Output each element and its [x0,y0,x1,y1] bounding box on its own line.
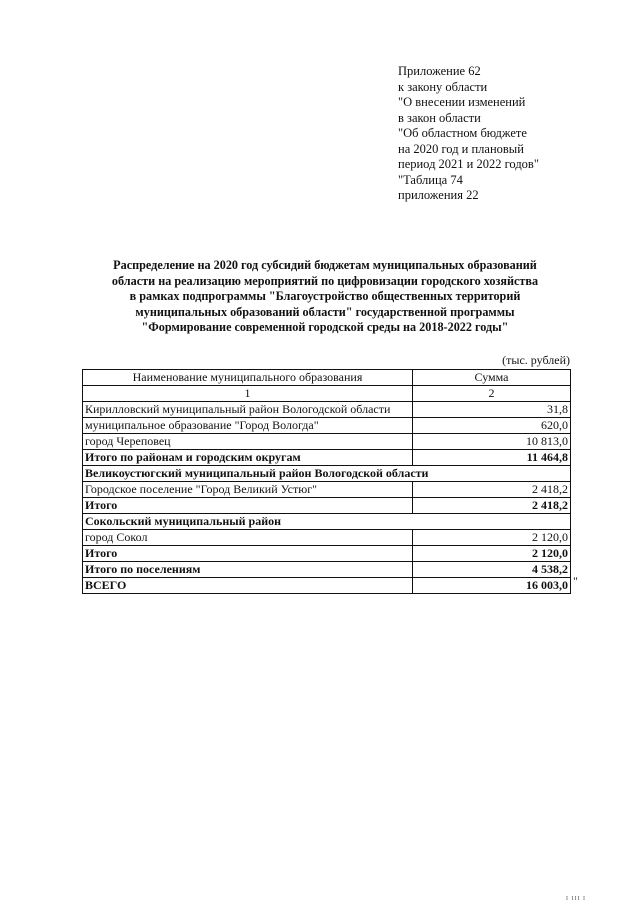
title-line: "Формирование современной городской среды на 2018-2022 годы" [141,320,509,334]
grand-total-row [83,578,571,594]
column-header-sum: Сумма [413,370,571,386]
row-name: Итого [83,498,413,514]
group-header: Великоустюгский муниципальный район Вологодской области [83,466,571,482]
row-name: город Череповец [83,434,413,450]
row-name: Кирилловский муниципальный район Вологодской области [83,402,413,418]
title-line: Распределение на 2020 год субсидий бюджетам муниципальных образований [113,258,537,272]
subtotal-row [83,546,571,562]
row-name: Итого по поселениям [83,562,413,578]
subtotal-row [83,562,571,578]
column-number-row [83,386,571,402]
subtotal-row [83,498,571,514]
group-header-row [83,514,571,530]
appendix-line: Приложение 62 [398,64,481,78]
column-header-name: Наименование муниципального образования [83,370,413,386]
subtotal-row [83,450,571,466]
subsidy-table [82,369,571,594]
row-sum: 10 813,0 [413,434,571,450]
title-line: муниципальных образований области" государственной программы [135,304,515,319]
page-mark: I III I [566,896,586,902]
table-row [83,402,571,418]
table-row [83,482,571,498]
column-number-name: 1 [83,386,413,402]
table-row [83,418,571,434]
units-label: (тыс. рублей) [502,353,570,367]
row-name: Итого [83,546,413,562]
document-title [80,258,570,336]
row-name: ВСЕГО [83,578,413,594]
row-sum: 620,0 [413,418,571,434]
row-sum: 2 418,2 [413,482,571,498]
appendix-block [398,64,539,204]
table-row [83,434,571,450]
row-sum: 11 464,8 [413,450,571,466]
appendix-line: к закону области [398,79,488,94]
row-name: Итого по районам и городским округам [83,450,413,466]
appendix-line: в закон области [398,110,481,125]
row-sum: 2 120,0 [413,530,571,546]
closing-quote: " [573,574,578,588]
table-row [83,530,571,546]
row-sum: 16 003,0 [413,578,571,594]
appendix-line: "Об областном бюджете [398,126,527,140]
title-line: области на реализацию мероприятий по цифровизации городского хозяйства [111,273,539,288]
appendix-line: период 2021 и 2022 годов" [398,157,539,171]
row-sum: 4 538,2 [413,562,571,578]
row-sum: 2 418,2 [413,498,571,514]
appendix-line: на 2020 год и плановый [398,141,524,156]
appendix-line: "Таблица 74 [398,172,463,187]
group-header-row [83,466,571,482]
row-name: Городское поселение "Город Великий Устюг" [83,482,413,498]
row-sum: 31,8 [413,402,571,418]
row-name: муниципальное образование "Город Вологда" [83,418,413,434]
appendix-line: "О внесении изменений [398,95,526,109]
column-number-sum: 2 [413,386,571,402]
title-line: в рамках подпрограммы "Благоустройство общественных территорий [129,289,521,303]
appendix-line: приложения 22 [398,188,479,202]
row-sum: 2 120,0 [413,546,571,562]
table-header-row [83,370,571,386]
row-name: город Сокол [83,530,413,546]
group-header: Сокольский муниципальный район [83,514,571,530]
